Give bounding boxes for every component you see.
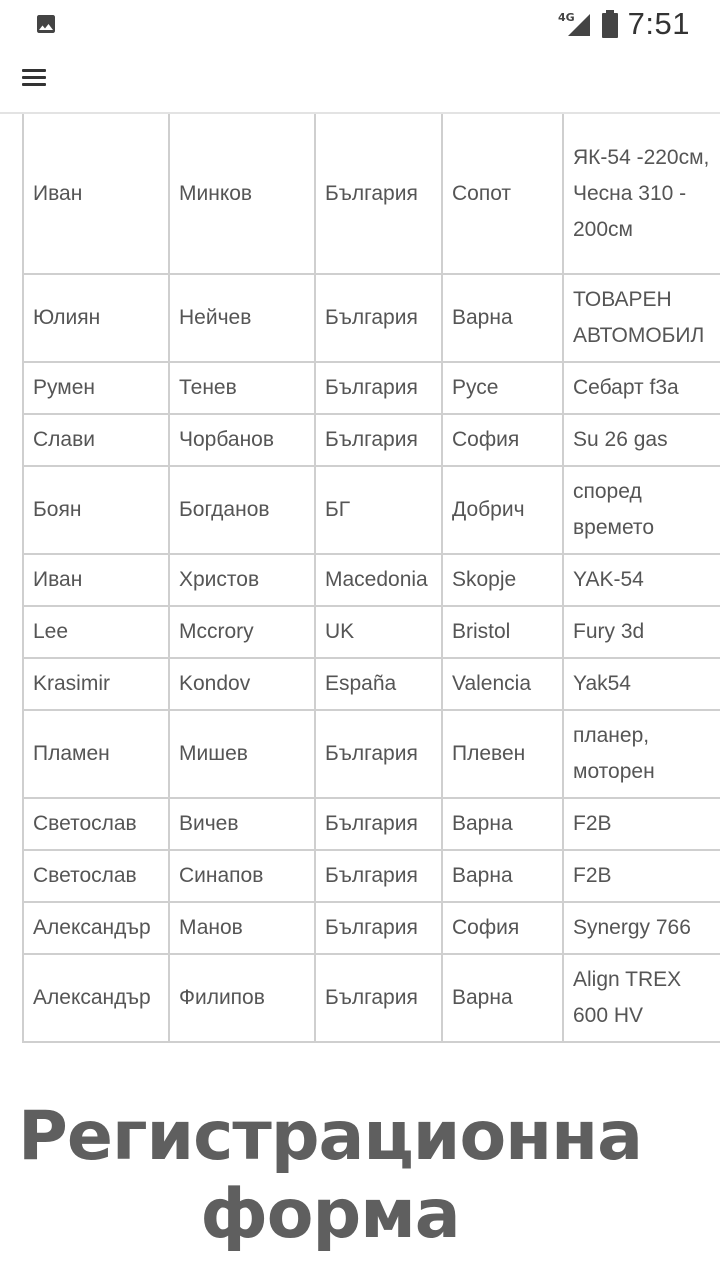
first-name-cell: Юлиян (23, 274, 169, 362)
city-cell: Сопот (442, 114, 563, 274)
model-cell: Su 26 gas (563, 414, 720, 466)
last-name-cell: Манов (169, 902, 315, 954)
last-name-cell: Тенев (169, 362, 315, 414)
city-cell: Добрич (442, 466, 563, 554)
signal-icon (558, 10, 592, 38)
table-row (23, 114, 720, 274)
first-name-cell: Светослав (23, 850, 169, 902)
model-cell: ТОВАРЕН АВТОМОБИЛ (563, 274, 720, 362)
network-type: 4G (557, 11, 575, 24)
last-name-cell: Mccrory (169, 606, 315, 658)
country-cell: България (315, 362, 442, 414)
first-name-cell: Krasimir (23, 658, 169, 710)
model-cell: Yak54 (563, 658, 720, 710)
last-name-cell: Христов (169, 554, 315, 606)
city-cell: Варна (442, 798, 563, 850)
hamburger-menu-icon[interactable] (22, 66, 46, 90)
battery-icon (602, 10, 618, 38)
table-row (23, 798, 720, 850)
city-cell: Варна (442, 850, 563, 902)
country-cell: България (315, 954, 442, 1042)
last-name-cell: Богданов (169, 466, 315, 554)
last-name-cell: Мишев (169, 710, 315, 798)
last-name-cell: Филипов (169, 954, 315, 1042)
city-cell: Русе (442, 362, 563, 414)
page-section-title: Регистрационна форма (17, 1097, 643, 1254)
table-row (23, 362, 720, 414)
country-cell: БГ (315, 466, 442, 554)
country-cell: България (315, 114, 442, 274)
first-name-cell: Слави (23, 414, 169, 466)
country-cell: България (315, 798, 442, 850)
last-name-cell: Нейчев (169, 274, 315, 362)
image-icon (34, 12, 58, 36)
country-cell: България (315, 710, 442, 798)
model-cell: YAK-54 (563, 554, 720, 606)
table-row (23, 658, 720, 710)
country-cell: България (315, 274, 442, 362)
table-row (23, 902, 720, 954)
model-cell: планер, моторен (563, 710, 720, 798)
table-row (23, 274, 720, 362)
table-row (23, 850, 720, 902)
table-row (23, 710, 720, 798)
country-cell: България (315, 902, 442, 954)
last-name-cell: Синапов (169, 850, 315, 902)
table-row (23, 554, 720, 606)
model-cell: според времето (563, 466, 720, 554)
first-name-cell: Иван (23, 554, 169, 606)
participants-table-container (22, 114, 720, 1043)
model-cell: Себарт f3a (563, 362, 720, 414)
city-cell: Варна (442, 954, 563, 1042)
city-cell: Плевен (442, 710, 563, 798)
table-row (23, 466, 720, 554)
participants-table (22, 114, 720, 1043)
first-name-cell: Пламен (23, 710, 169, 798)
city-cell: Valencia (442, 658, 563, 710)
city-cell: Skopje (442, 554, 563, 606)
country-cell: UK (315, 606, 442, 658)
first-name-cell: Боян (23, 466, 169, 554)
model-cell: Fury 3d (563, 606, 720, 658)
table-row (23, 414, 720, 466)
first-name-cell: Александър (23, 954, 169, 1042)
city-cell: София (442, 414, 563, 466)
table-row (23, 954, 720, 1042)
last-name-cell: Kondov (169, 658, 315, 710)
first-name-cell: Румен (23, 362, 169, 414)
model-cell: Align TREX 600 HV (563, 954, 720, 1042)
model-cell: Synergy 766 (563, 902, 720, 954)
last-name-cell: Вичев (169, 798, 315, 850)
first-name-cell: Александър (23, 902, 169, 954)
city-cell: Варна (442, 274, 563, 362)
model-cell: F2B (563, 850, 720, 902)
table-row (23, 606, 720, 658)
city-cell: Bristol (442, 606, 563, 658)
last-name-cell: Минков (169, 114, 315, 274)
first-name-cell: Lee (23, 606, 169, 658)
country-cell: България (315, 414, 442, 466)
country-cell: България (315, 850, 442, 902)
clock: 7:51 (627, 6, 690, 41)
country-cell: España (315, 658, 442, 710)
country-cell: Macedonia (315, 554, 442, 606)
first-name-cell: Иван (23, 114, 169, 274)
city-cell: София (442, 902, 563, 954)
status-bar (0, 0, 720, 48)
model-cell: ЯК-54 -220см, Чесна 310 - 200см (563, 114, 720, 274)
model-cell: F2B (563, 798, 720, 850)
first-name-cell: Светослав (23, 798, 169, 850)
last-name-cell: Чорбанов (169, 414, 315, 466)
app-bar (0, 48, 720, 114)
